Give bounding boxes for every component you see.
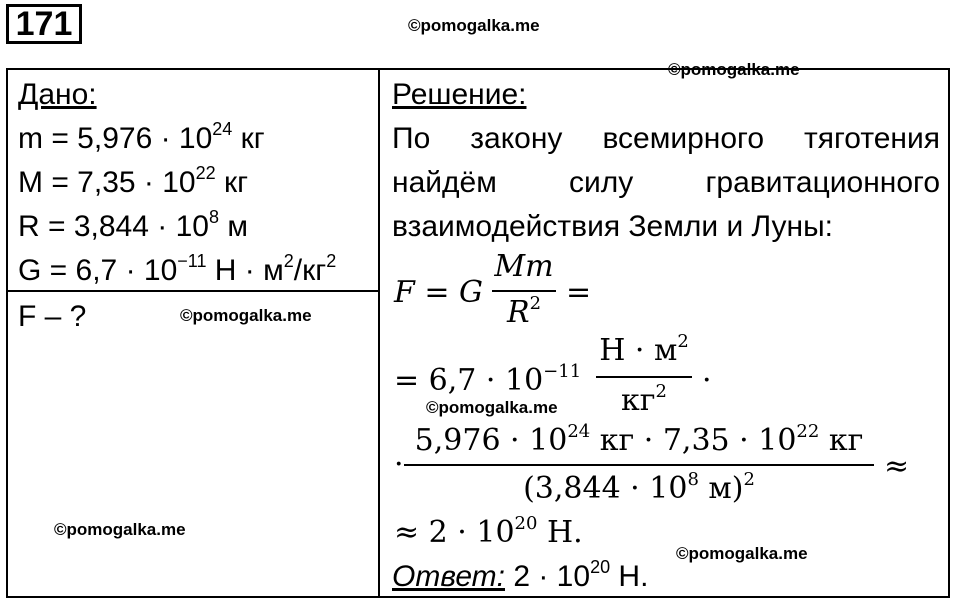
problem-number: 171: [6, 4, 82, 44]
formula-fraction-bar: [492, 290, 556, 292]
watermark: ©pomogalka.me: [676, 544, 808, 563]
given-heading: Дано:: [18, 78, 97, 111]
step1-unit-denominator: $кг^2$: [621, 381, 667, 418]
step2-numerator: $5,976 \cdot 10^{24}$ кг · $7,35 \cdot 10^{22}$ кг: [414, 421, 864, 458]
formula-denominator: $R^2$: [506, 293, 542, 330]
solution-heading: Решение:: [392, 78, 527, 111]
step1-fraction-bar: [596, 376, 692, 378]
step1-unit-numerator: $Н \cdot м^2$: [599, 331, 689, 368]
step2-denominator: ($3,844 \cdot 10^8$ м)$^2$: [523, 469, 755, 506]
watermark: ©pomogalka.me: [408, 16, 540, 35]
step2-fraction-bar: [404, 464, 874, 466]
given-mass-earth: $m = 5,976 \cdot 10^{24}$ кг: [18, 119, 265, 155]
formula-numerator: Mm: [494, 249, 554, 284]
solution-text-line1: По закону всемирного тяготения: [392, 122, 940, 155]
step2-prefix: ·: [394, 447, 404, 482]
table-divider-vertical: [378, 68, 380, 598]
given-gravity-constant: $G = 6,7 \cdot 10^{-11}$ $Н \cdot м^2/кг^2$: [18, 251, 337, 287]
step2-suffix: ≈: [884, 449, 910, 484]
given-mass-moon: $M = 7,35 \cdot 10^{22}$ кг: [18, 163, 249, 199]
result-line: ≈ $2 \cdot 10^{20}$ Н.: [394, 513, 583, 550]
watermark: ©pomogalka.me: [54, 520, 186, 539]
formula-equals: =: [566, 275, 592, 310]
watermark: ©pomogalka.me: [180, 306, 312, 325]
watermark: ©pomogalka.me: [668, 60, 800, 79]
answer-line: Ответ: $2 \cdot 10^{20}$ Н.: [392, 557, 649, 593]
step1-prefix: = $6,7 \cdot 10^{-11}$: [394, 361, 582, 398]
formula-lhs: F = G: [394, 275, 484, 310]
find-force: F – ?: [18, 300, 87, 333]
solution-text-line3: взаимодействия Земли и Луны:: [392, 210, 834, 243]
watermark: ©pomogalka.me: [426, 398, 558, 417]
solution-text-line2: найдём силу гравитационного: [392, 166, 940, 199]
given-distance: $R = 3,844 \cdot 10^8$ м: [18, 207, 248, 243]
table-divider-horizontal: [6, 290, 380, 292]
answer-label: Ответ:: [392, 560, 505, 593]
step1-suffix: ·: [702, 363, 712, 398]
